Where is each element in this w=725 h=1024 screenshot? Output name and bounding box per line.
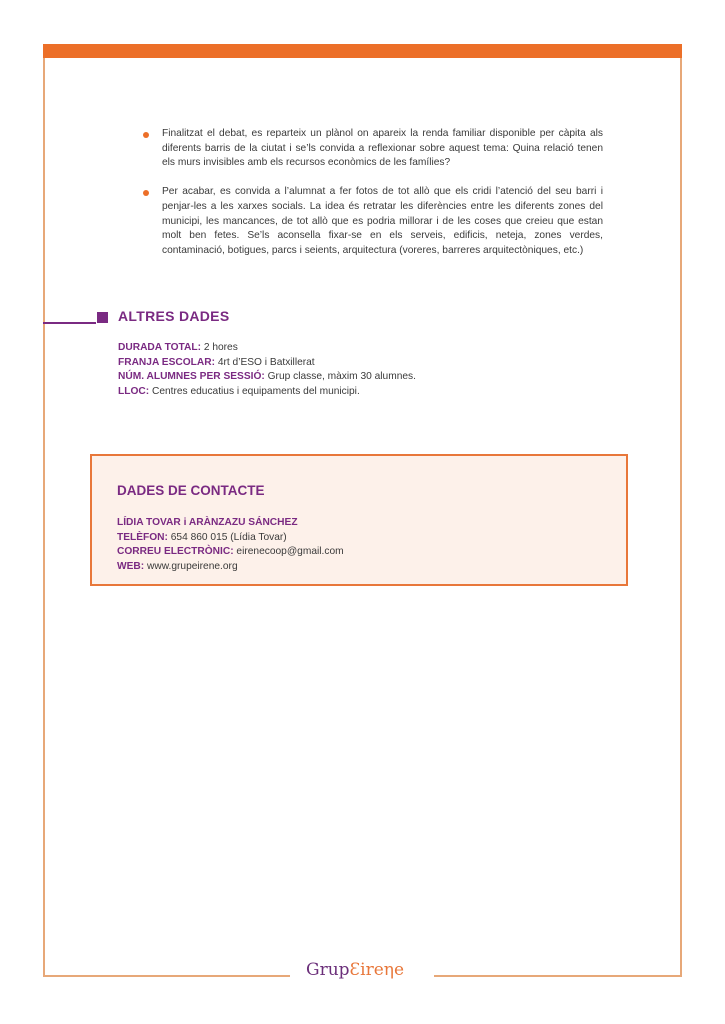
- detail-students: [118, 370, 416, 385]
- section-title: ALTRES DADES: [118, 308, 230, 324]
- detail-label: DURADA TOTAL:: [118, 342, 201, 353]
- section-square-icon: [97, 312, 108, 323]
- frame-border-right: [680, 58, 682, 975]
- detail-duration: [118, 341, 416, 356]
- bullet-dot-icon: [143, 132, 149, 138]
- contact-label: TELÈFON:: [117, 531, 168, 543]
- section-rule: [43, 322, 96, 324]
- detail-value: 4rt d’ESO i Batxillerat: [214, 356, 315, 368]
- contact-label: WEB:: [117, 560, 145, 572]
- logo-eirene: Ɛireηe: [349, 960, 405, 980]
- contact-title: DADES DE CONTACTE: [117, 483, 265, 498]
- contact-details: [117, 516, 344, 574]
- contact-phone: [117, 531, 344, 546]
- contact-label: CORREU ELECTRÒNIC:: [117, 546, 234, 557]
- detail-label: FRANJA ESCOLAR:: [118, 356, 215, 368]
- bullet-item: [143, 185, 603, 259]
- logo-grup: Grup: [306, 960, 350, 980]
- contact-value[interactable]: www.grupeirene.org: [144, 560, 238, 572]
- detail-label: NÚM. ALUMNES PER SESSIÓ:: [118, 371, 265, 382]
- bullet-item: [143, 127, 603, 171]
- frame-border-left: [43, 58, 45, 975]
- contact-value: 654 860 015 (Lídia Tovar): [167, 531, 287, 543]
- contact-value[interactable]: eirenecoop@gmail.com: [233, 546, 344, 557]
- detail-value: Grup classe, màxim 30 alumnes.: [264, 371, 416, 382]
- frame-border-bottom-right: [434, 975, 682, 977]
- contact-box: [90, 454, 628, 586]
- detail-value: Centres educatius i equipaments del municipi.: [149, 385, 360, 397]
- contact-names: LÍDIA TOVAR i ARÀNZAZU SÁNCHEZ: [117, 517, 298, 528]
- bullet-text: Per acabar, es convida a l’alumnat a fer fotos de tot allò que els cridi l’atenció del seu barri i penjar-les a les xarxes socials. La idea és retratar les diferències entre les diferents zones del municipi, les mancances, de tot allò que es podria millorar i de les coses que creieu que estan molt ben fetes. Se’ls aconsella fixar-se en els serveis, edificis, neteja, zones verdes, contaminació, botigues, parcs i seients, arquitectura (voreres, barreres arquitectòniques, etc.): [162, 186, 603, 256]
- bullet-text: Finalitzat el debat, es reparteix un plànol on apareix la renda familiar disponible per càpita als diferents barris de la ciutat i se’ls convida a reflexionar sobre aquest tema: Quina relació tenen els murs invisibles amb els recursos econòmics de les famílies?: [162, 128, 603, 169]
- detail-label: LLOC:: [118, 385, 150, 397]
- detail-school-level: [118, 356, 416, 371]
- detail-place: [118, 385, 416, 400]
- frame-border-bottom-left: [43, 975, 290, 977]
- contact-web: [117, 560, 344, 575]
- activity-bullets: [143, 127, 603, 273]
- detail-value: 2 hores: [201, 342, 238, 353]
- details-list: [118, 341, 416, 399]
- footer-logo: [306, 960, 404, 980]
- contact-email: [117, 545, 344, 560]
- header-bar: [43, 44, 682, 58]
- bullet-dot-icon: [143, 190, 149, 196]
